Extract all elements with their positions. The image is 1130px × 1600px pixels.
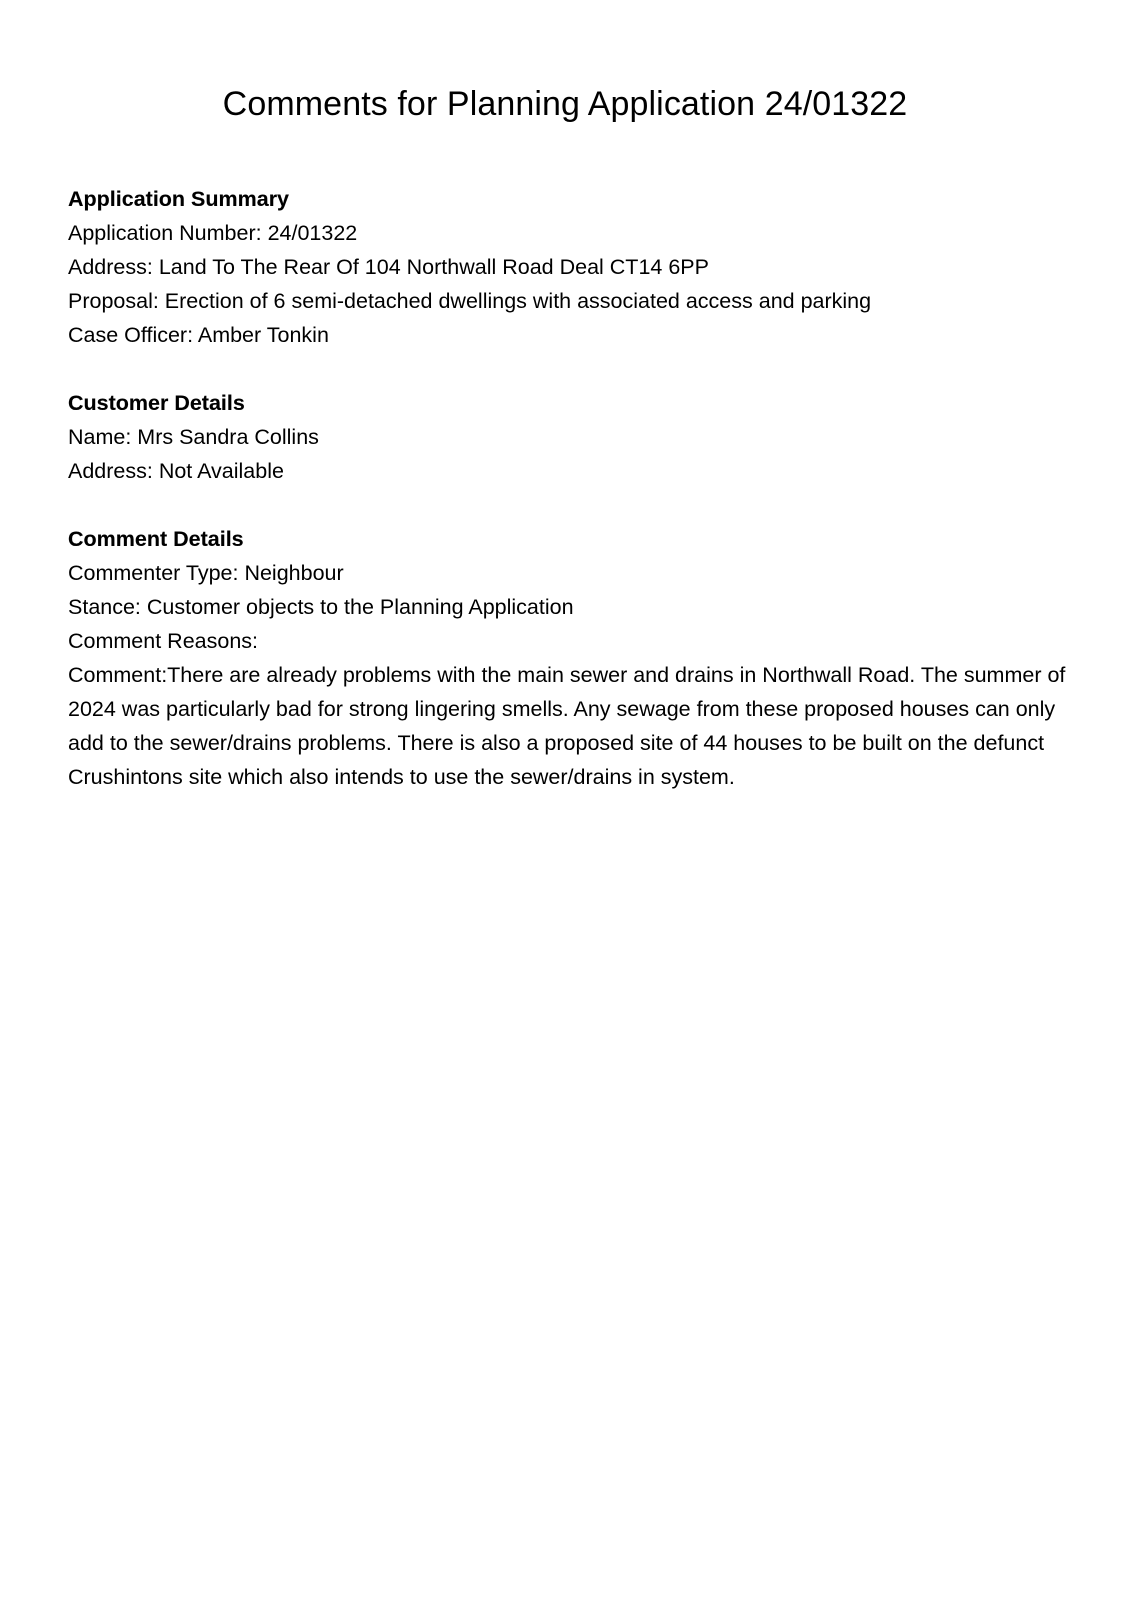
application-address: Address: Land To The Rear Of 104 Northwall Road Deal CT14 6PP <box>68 255 709 279</box>
comment-body: Comment:There are already problems with the main sewer and drains in Northwall Road. The summer of 2024 was particularly bad for strong lingering smells. Any sewage from these proposed houses can only add to the sewer/drains problems. There is also a proposed site of 44 houses to be built on the defunct Crushintons site which also intends to use the sewer/drains in system. <box>68 663 1066 789</box>
commenter-type: Commenter Type: Neighbour <box>68 561 344 585</box>
customer-address: Address: Not Available <box>68 459 284 483</box>
page-title: Comments for Planning Application 24/01322 <box>222 85 908 123</box>
application-summary-section <box>68 182 1062 352</box>
application-summary-heading: Application Summary <box>68 187 290 211</box>
case-officer: Case Officer: Amber Tonkin <box>68 323 329 347</box>
application-proposal: Proposal: Erection of 6 semi-detached dwellings with associated access and parking <box>68 289 872 313</box>
comment-details-section <box>68 522 1066 794</box>
customer-details-section <box>68 386 1062 488</box>
comment-reasons: Comment Reasons: <box>68 629 258 653</box>
customer-name: Name: Mrs Sandra Collins <box>68 425 319 449</box>
stance: Stance: Customer objects to the Planning Application <box>68 595 574 619</box>
application-number: Application Number: 24/01322 <box>68 221 358 245</box>
customer-details-heading: Customer Details <box>68 391 245 415</box>
comment-details-heading: Comment Details <box>68 527 244 551</box>
